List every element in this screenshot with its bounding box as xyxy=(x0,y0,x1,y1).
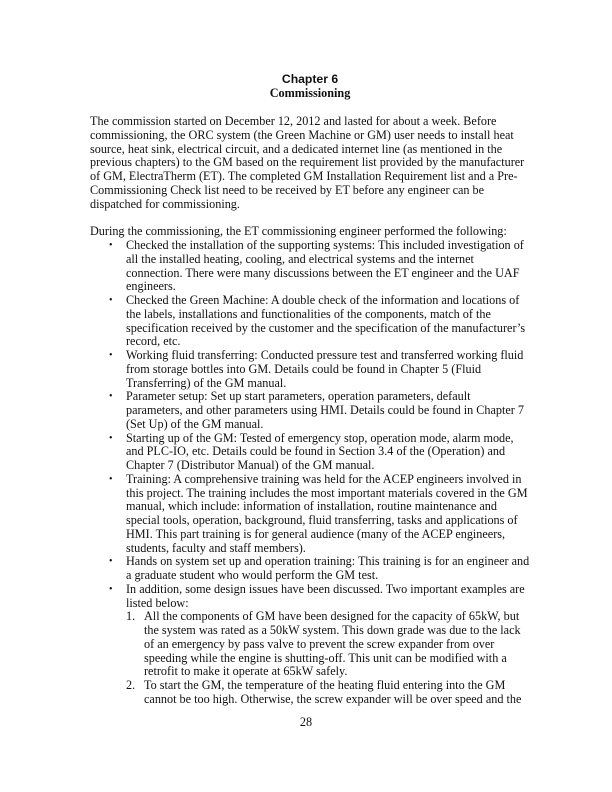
numbered-item-text: To start the GM, the temperature of the heating fluid entering into the GM cannot be too high. Otherwise, the screw expander will be over speed and the xyxy=(144,678,522,706)
bullet-icon: • xyxy=(109,391,113,403)
list-item xyxy=(90,349,530,390)
list-item-text: Checked the Green Machine: A double check of the information and locations of the labels, installations and functionalities of the components, match of the specification received by the customer and the specification of the manufacturer’s record, etc. xyxy=(126,293,526,349)
bullet-icon: • xyxy=(109,295,113,306)
commissioning-tasks-list xyxy=(90,239,530,707)
chapter-title: Commissioning xyxy=(269,86,351,100)
chapter-number: Chapter 6 xyxy=(281,72,339,86)
page-number: 28 xyxy=(299,715,313,729)
list-item-text: Starting up of the GM: Tested of emergency stop, operation mode, alarm mode, and PLC-IO, etc. Details could be found in Section 3.4 of the (Operation) and Chapter 7 (Distributor Manual) of the GM manual. xyxy=(126,430,514,472)
bullet-icon: • xyxy=(109,583,113,595)
bullet-icon: • xyxy=(109,432,113,444)
list-item xyxy=(90,432,530,473)
list-item xyxy=(90,390,530,431)
bullet-icon: • xyxy=(109,473,113,485)
document-page xyxy=(90,72,530,707)
numbered-item xyxy=(126,679,530,707)
list-item-text: Checked the installation of the supporting systems: This included investigation of all the installed heating, cooling, and electrical systems and the internet connection. There were many discussions between the ET engineer and the UAF engineers. xyxy=(126,238,524,294)
bullet-icon: • xyxy=(109,556,113,568)
list-item xyxy=(90,555,530,583)
numbered-item xyxy=(126,610,530,679)
item-number: 2. xyxy=(126,678,136,692)
item-number: 1. xyxy=(126,609,136,624)
bullet-icon: • xyxy=(109,350,113,361)
list-item xyxy=(90,294,530,349)
bullet-icon: • xyxy=(109,240,113,251)
list-item-text: Training: A comprehensive training was held for the ACEP engineers involved in this project. The training includes the most important materials covered in the GM manual, which include: information of installation, routine maintenance and special tools, operation, background, fluid transferring, tasks and applications of HMI. This part training is for general audience (many of the ACEP engineers, students, faculty and staff members). xyxy=(126,471,528,555)
list-item-text: In addition, some design issues have been discussed. Two important examples are listed below: xyxy=(126,581,525,610)
design-issues-list xyxy=(126,610,530,706)
lead-paragraph: During the commissioning, the ET commissioning engineer performed the following: xyxy=(90,224,507,239)
numbered-item-text: All the components of GM have been designed for the capacity of 65kW, but the system was rated as a 50kW system. This down grade was due to the lack of an emergency by pass valve to prevent the screw expander from over speeding while the engine is shutting-off. This unit can be modified with a retrofit to make it operate at 65kW safely. xyxy=(144,609,521,679)
list-item xyxy=(90,239,530,294)
list-item-text: Hands on system set up and operation training: This training is for an engineer and a graduate student who would perform the GM test. xyxy=(126,554,530,582)
list-item xyxy=(90,473,530,556)
list-item-text: Parameter setup: Set up start parameters, operation parameters, default parameters, and other parameters using HMI. Details could be found in Chapter 7 (Set Up) of the GM manual. xyxy=(126,389,525,431)
list-item xyxy=(90,583,530,707)
list-item-text: Working fluid transferring: Conducted pressure test and transferred working fluid from storage bottles into GM. Details could be found in Chapter 5 (Fluid Transferring) of the GM manual. xyxy=(126,348,524,390)
intro-paragraph: The commission started on December 12, 2012 and lasted for about a week. Before commissioning, the ORC system (the Green Machine or GM) user needs to install heat source, heat sink, electrical circuit, and a dedicated internet line (as mentioned in the previous chapters) to the GM based on the requirement list provided by the manufacturer of GM, ElectraTherm (ET). The completed GM Installation Requirement list and a Pre-Commissioning Check list need to be received by ET before any engineer can be dispatched for commissioning. xyxy=(90,114,525,211)
